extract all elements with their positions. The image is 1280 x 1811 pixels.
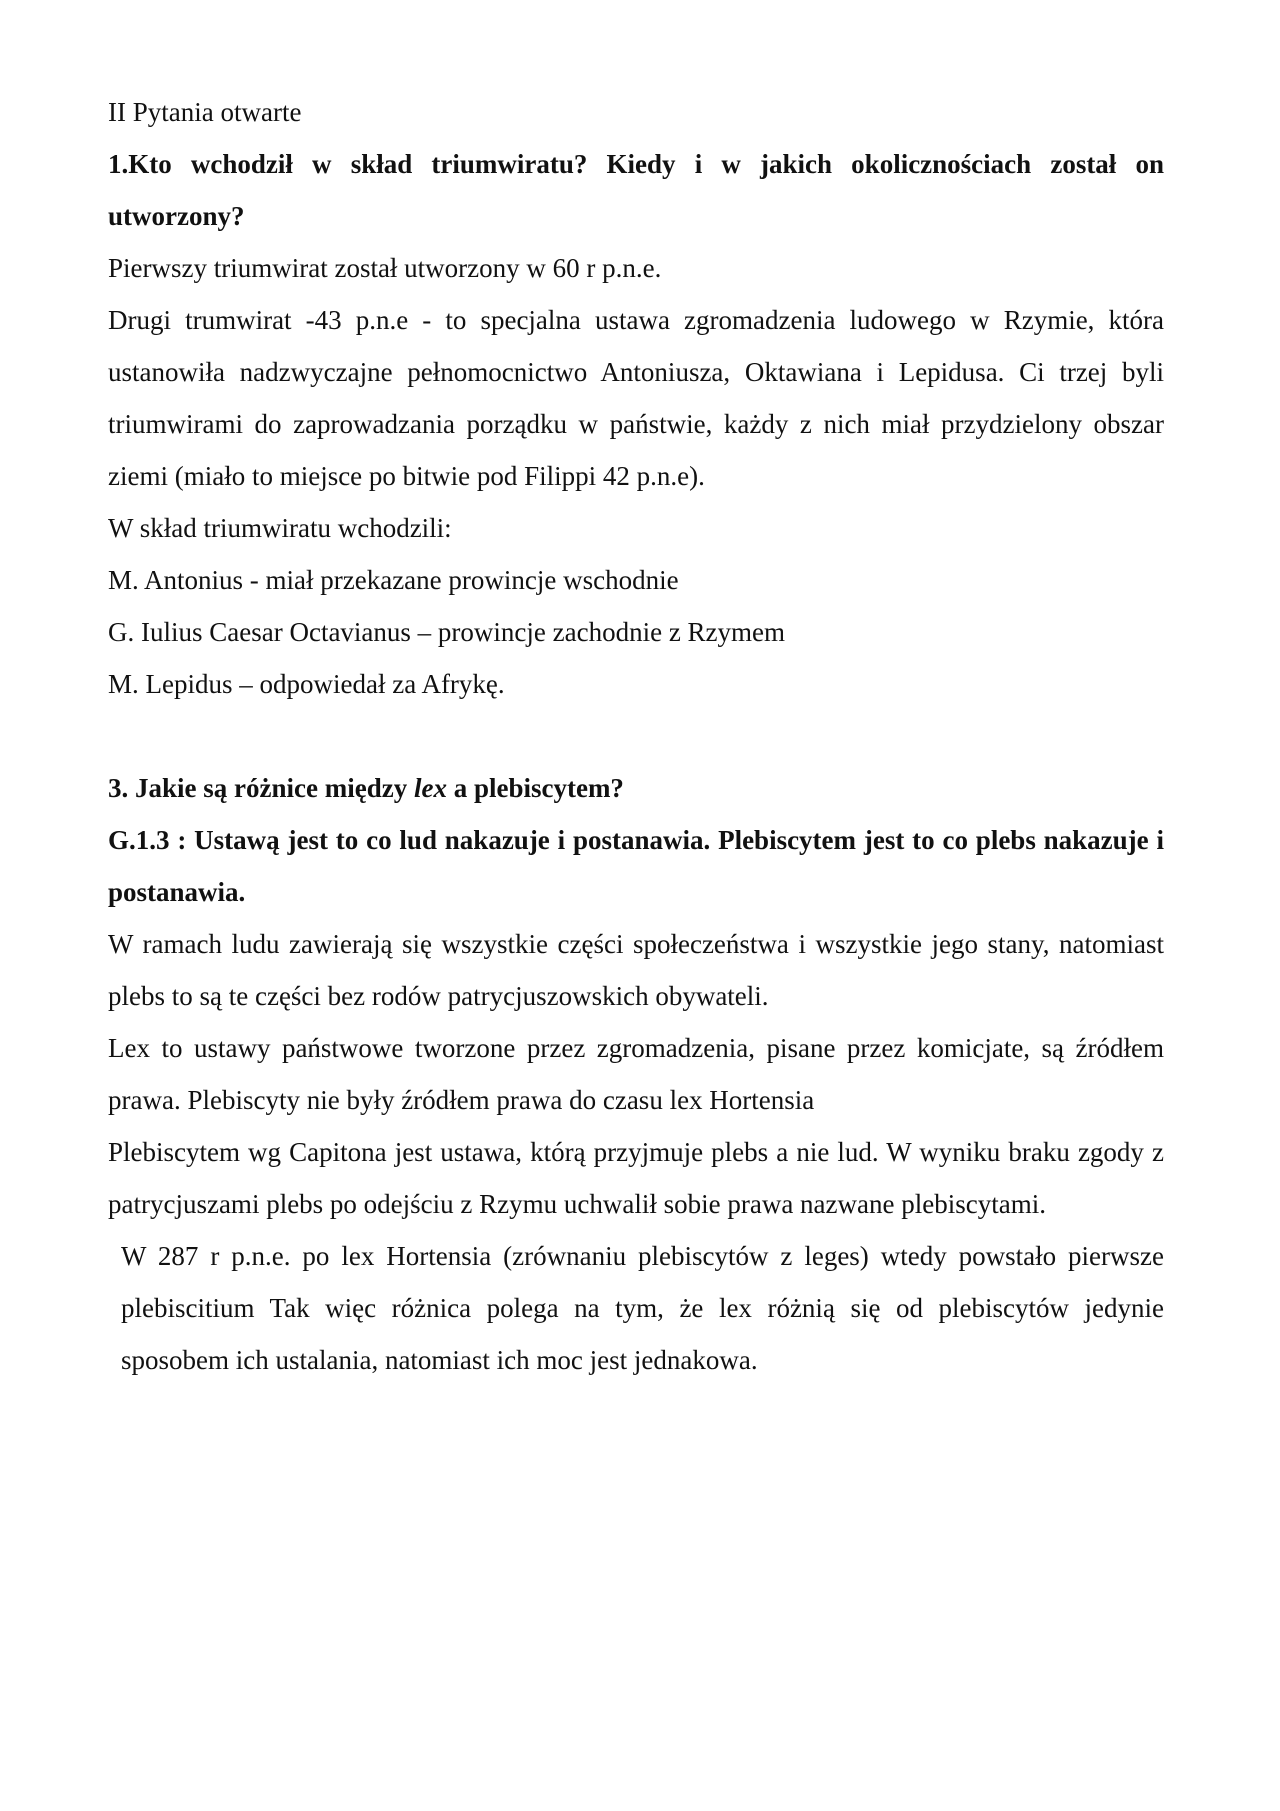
question-3-paragraph-4: W 287 r p.n.e. po lex Hortensia (zrównaniu plebiscytów z leges) wtedy powstało pierwsze plebiscitium Tak więc różnica polega na tym, że lex różnią się od plebiscytów jedynie sposobem ich ustalania, natomiast ich moc jest jednakowa. <box>121 1241 1164 1375</box>
question-1-paragraph-1: Pierwszy triumwirat został utworzony w 60 r p.n.e. <box>108 253 662 283</box>
question-1-paragraph-2: Drugi trumwirat -43 p.n.e - to specjalna ustawa zgromadzenia ludowego w Rzymie, która ustanowiła nadzwyczajne pełnomocnictwo Antoniusza, Oktawiana i Lepidusa. Ci trzej byli triumwirami do zaprowadzania porządku w państwie, każdy z nich miał przydzielony obszar ziemi (miało to miejsce po bitwie pod Filippi 42 p.n.e). <box>108 305 1164 491</box>
member-item-lepidus: M. Lepidus – odpowiedał za Afrykę. <box>108 669 505 699</box>
gaius-citation: G.1.3 : Ustawą jest to co lud nakazuje i postanawia. Plebiscytem jest to co plebs nakazuje i postanawia. <box>108 825 1164 907</box>
member-item-octavianus: G. Iulius Caesar Octavianus – prowincje zachodnie z Rzymem <box>108 617 786 647</box>
member-item-antonius: M. Antonius - miał przekazane prowincje wschodnie <box>108 565 679 595</box>
document-page <box>108 86 1164 1386</box>
section-title: II Pytania otwarte <box>108 97 302 127</box>
blank-line <box>108 710 1164 762</box>
question-3-heading <box>108 762 1164 814</box>
members-list-intro: W skład triumwiratu wchodzili: <box>108 513 452 543</box>
question-3-paragraph-3: Plebiscytem wg Capitona jest ustawa, którą przyjmuje plebs a nie lud. W wyniku braku zgody z patrycjuszami plebs po odejściu z Rzymu uchwalił sobie prawa nazwane plebiscytami. <box>108 1137 1164 1219</box>
question-3-heading-start: 3. Jakie są różnice między <box>108 773 414 803</box>
question-3-heading-end: a plebiscytem? <box>446 773 624 803</box>
question-3-paragraph-2: Lex to ustawy państwowe tworzone przez zgromadzenia, pisane przez komicjate, są źródłem prawa. Plebiscyty nie były źródłem prawa do czasu lex Hortensia <box>108 1033 1164 1115</box>
question-3-paragraph-1: W ramach ludu zawierają się wszystkie części społeczeństwa i wszystkie jego stany, natomiast plebs to są te części bez rodów patrycjuszowskich obywateli. <box>108 929 1164 1011</box>
question-1-heading: 1.Kto wchodził w skład triumwiratu? Kiedy i w jakich okolicznościach został on utworzony? <box>108 149 1164 231</box>
question-3-heading-italic: lex <box>413 773 447 803</box>
